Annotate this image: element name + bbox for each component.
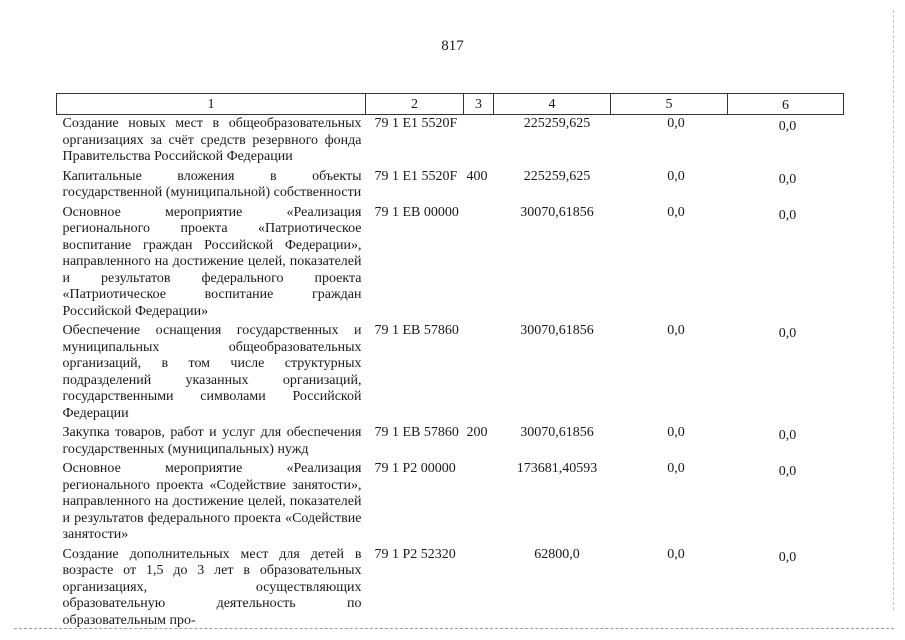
table-row [57, 204, 844, 323]
row-year1: 0,0 [667, 425, 685, 440]
row-code: 79 1 E1 5520F [374, 116, 458, 131]
row-code: 79 1 E1 5520F [374, 168, 458, 184]
row-year1: 0,0 [667, 168, 685, 184]
row-year2: 0,0 [778, 428, 797, 443]
row-year1: 0,0 [667, 204, 685, 220]
row-code: 79 1 P2 00000 [374, 461, 456, 476]
row-name: Капитальные вложения в объекты государственной (муниципальной) собственности [62, 168, 362, 200]
row-year2: 0,0 [778, 171, 797, 187]
row-year1: 0,0 [667, 546, 685, 562]
scan-edge-line [14, 628, 894, 630]
column-header-name: 1 [57, 94, 366, 115]
row-name: Создание дополнительных мест для детей в возрасте от 1,5 до 3 лет в образовательных организациях, осуществляющих образовательную деятельность по образовательным про- [62, 546, 362, 628]
table-row [57, 115, 844, 168]
table-row [57, 322, 844, 424]
page-number: 817 [441, 38, 464, 54]
table-row [57, 168, 844, 204]
row-amount: 30070,61856 [520, 204, 594, 220]
row-vr [464, 322, 494, 424]
row-code: 79 1 P2 52320 [374, 546, 456, 562]
row-code: 79 1 EB 57860 [374, 323, 459, 338]
column-header-year1: 5 [611, 94, 728, 115]
column-header-amount: 4 [494, 94, 611, 115]
row-code: 79 1 EB 57860 [374, 425, 459, 440]
row-vr: 400 [466, 168, 488, 184]
row-year2: 0,0 [778, 464, 797, 479]
table-row [57, 424, 844, 460]
column-header-year2: 6 [728, 94, 844, 115]
budget-table [56, 93, 844, 631]
row-name: Закупка товаров, работ и услуг для обеспечения государственных (муниципальных) нужд [62, 425, 362, 457]
row-amount: 225259,625 [523, 116, 591, 131]
row-name: Обеспечение оснащения государственных и муниципальных общеобразовательных организаций, в том числе структурных подразделений указанных организаций, государственными символами Российской Федерации [62, 323, 362, 421]
column-header-code: 2 [366, 94, 464, 115]
table-row [57, 546, 844, 632]
row-year1: 0,0 [667, 323, 685, 338]
row-name: Создание новых мест в общеобразовательных организациях за счёт средств резервного фонда Правительства Российской Федерации [62, 116, 362, 164]
row-vr [464, 546, 494, 632]
row-name: Основное мероприятие «Реализация регионального проекта «Патриотическое воспитание граждан Российской Федерации», направленного на достижение целей, показателей и результатов федерального проекта «Патриотическое воспитание граждан Российской Федерации» [62, 204, 362, 319]
row-year1: 0,0 [667, 116, 685, 131]
row-year2: 0,0 [778, 207, 797, 223]
scan-margin-line [893, 10, 895, 610]
row-vr [464, 204, 494, 323]
header-row [57, 94, 844, 115]
row-amount: 225259,625 [523, 168, 591, 184]
row-vr [464, 115, 494, 168]
row-year2: 0,0 [778, 119, 797, 134]
row-vr [464, 460, 494, 546]
row-year2: 0,0 [778, 326, 797, 341]
row-year1: 0,0 [667, 461, 685, 476]
column-header-vr: 3 [464, 94, 494, 115]
row-code: 79 1 EB 00000 [374, 204, 459, 220]
row-amount: 173681,40593 [516, 461, 598, 476]
row-vr: 200 [466, 425, 488, 440]
row-amount: 30070,61856 [520, 323, 594, 338]
row-amount: 30070,61856 [520, 425, 594, 440]
row-amount: 62800,0 [534, 546, 580, 562]
row-name: Основное мероприятие «Реализация регионального проекта «Содействие занятости», направленного на достижение целей, показателей и результатов федерального проекта «Содействие занятости» [62, 461, 362, 542]
table-row [57, 460, 844, 546]
row-year2: 0,0 [778, 549, 797, 565]
